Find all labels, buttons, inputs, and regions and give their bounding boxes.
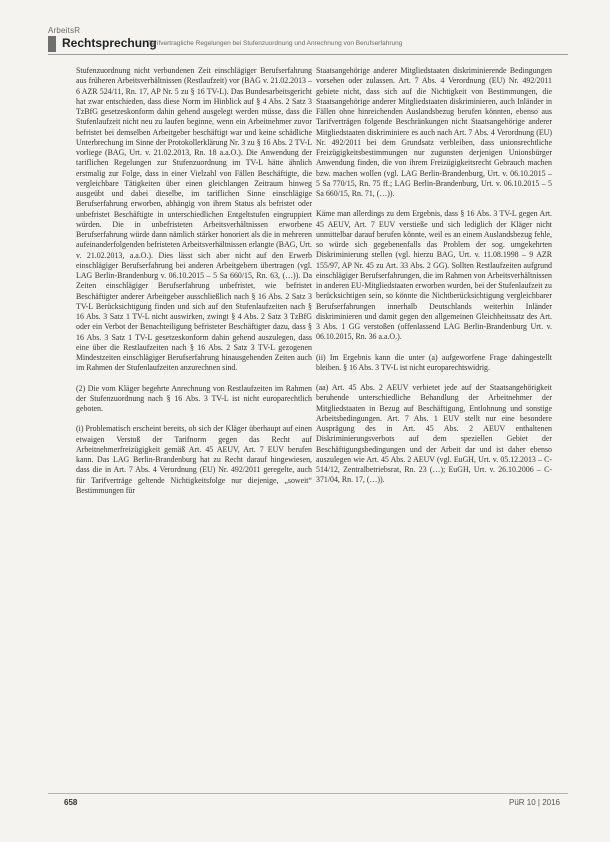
page-subtitle: Tarifvertragliche Regelungen bei Stufenzuordnung und Anrechnung von Berufserfahrung	[148, 40, 403, 47]
paragraph: (2) Die vom Kläger begehrte Anrechnung von Restlaufzeiten im Rahmen der Stufenzuordnung nach § 16 Abs. 3 TV-L ist nicht europarechtlich geboten.	[76, 383, 312, 413]
journal-issue: PüR 10 | 2016	[508, 798, 560, 807]
section-label: ArbeitsR	[48, 26, 81, 35]
header-marker	[48, 36, 56, 52]
paragraph: Käme man allerdings zu dem Ergebnis, dass § 16 Abs. 3 TV-L gegen Art. 45 AEUV, Art. 7 EUV verstieße und sich lediglich der Kläger nicht unmittelbar darauf berufen könnte, weil es an einem Auslandsbezug fehle, so würde sich gegebenenfalls das Problem der sog. umgekehrten Diskriminierung stellen (vgl. hierzu BAG, Urt. v. 11.08.1998 – 9 AZR 155/97, AP Nr. 45 zu Art. 33 Abs. 2 GG). Sollten Restlaufzeiten aufgrund einschlägiger Berufserfahrungen, die im Rahmen von Arbeitsverhältnissen in anderen EU-Mitgliedstaaten erworben wurden, bei der Stufenlaufzeit zu berücksichtigen sein, so könnte die Nichtberücksichtigung vergleichbarer Berufserfahrungen innerhalb Deutschlands weiterhin Inländer diskriminieren und damit gegen den allgemeinen Gleichheitssatz des Art. 3 Abs. 1 GG verstoßen (offenlassend LAG Berlin-Brandenburg Urt. v. 06.10.2015, Rn. 36 a.a.O.).	[316, 209, 552, 342]
header-divider	[48, 54, 568, 55]
text-column-left	[76, 66, 312, 506]
text-column-right	[316, 66, 552, 496]
paragraph: (i) Problematisch erscheint bereits, ob sich der Kläger überhaupt auf einen etwaigen Verstoß der Tarifnorm gegen das Recht auf Arbeitnehmerfreizügigkeit gemäß Art. 45 AEUV, Art. 7 EUV berufen kann. Das LAG Berlin-Brandenburg hat zu Recht darauf hingewiesen, dass die in Art. 7 Abs. 4 Verordnung (EU) Nr. 492/2011 geregelte, auch für Tarifverträge geltende Nichtigkeitsfolge nur diejenige, „soweit“ Bestimmungen für	[76, 424, 312, 495]
paragraph: Staatsangehörige anderer Mitgliedstaaten diskriminierende Bedingungen vorsehen oder zulassen. Art. 7 Abs. 4 Verordnung (EU) Nr. 492/2011 gebiete nicht, dass sich auf die Nichtigkeit von Bestimmungen, die Staatsangehörige anderer Mitgliedstaaten diskriminieren, auch Inländer in Fällen ohne hinreichenden Auslandsbezug berufen könnten, ebenso aus Tarifverträgen folgende Beschränkungen nicht Staatsangehörige anderer Mitgliedstaaten diskriminiere es auch nach Art. 7 Abs. 4 Verordnung (EU) Nr. 492/2011 bei dem Grundsatz verbleiben, dass unionsrechtliche Freizügigkeitsbestimmungen nur zugunsten derjenigen Unionsbürger Anwendung finden, die von ihrem Freizügigkeitsrecht Gebrauch machen bzw. machen wollen (vgl. LAG Berlin-Brandenburg, Urt. v. 06.10.2015 – 5 Sa 770/15, Rn. 75 ff.; LAG Berlin-Brandenburg, Urt. v. 06.10.2015 – 5 Sa 660/15, Rn. 71, (…)).	[316, 66, 552, 198]
paragraph: (ii) Im Ergebnis kann die unter (a) aufgeworfene Frage dahingestellt bleiben. § 16 Abs. 3 TV-L ist nicht europarechtswidrig.	[316, 352, 552, 372]
footer-divider	[48, 793, 568, 794]
page-title: Rechtsprechung	[62, 36, 157, 50]
paragraph: (aa) Art. 45 Abs. 2 AEUV verbietet jede auf der Staatsangehörigkeit beruhende unterschiedliche Behandlung der Arbeitnehmer der Mitgliedstaaten in Bezug auf Beschäftigung, Entlohnung und sonstige Arbeitsbedingungen. Art. 7 Abs. 1 EUV stellt nur eine besondere Ausprägung des in Art. 45 Abs. 2 AEUV enthaltenen Diskriminierungsverbots auf dem speziellen Gebiet der Beschäftigungsbedingungen und der Arbeit dar und ist daher ebenso auszulegen wie Art. 45 Abs. 2 AEUV (vgl. EuGH, Urt. v. 05.12.2013 – C-514/12, Zentralbetriebsrat, Rn. 23 (…); EuGH, Urt. v. 26.10.2006 – C-371/04, Rn. 17, (…)).	[316, 383, 552, 485]
page-number: 658	[64, 798, 78, 807]
paragraph: Stufenzuordnung nicht verbundenen Zeit einschlägiger Berufserfahrung aus früheren Arbeitsverhältnissen (Restlaufzeit) vor (BAG v. 21.02.2013 – 6 AZR 524/11, Rn. 17, AP Nr. 5 zu § 16 TV-L). Das Bundesarbeitsgericht hat zwar entschieden, dass diese Norm im Hinblick auf § 4 Abs. 2 Satz 3 TzBfG gesetzeskonform dahin gehend ausgelegt werden müsse, dass die Stufenlaufzeit nicht neu zu laufen beginne, wenn ein Arbeitnehmer zuvor befristet bei demselben Arbeitgeber beschäftigt war und keine schädliche Unterbrechung im Sinne der Protokollerklärung Nr. 3 zu § 16 Abs. 2 TV-L vorliege (BAG, Urt. v. 21.02.2013, Rn. 18 a.a.O.). Die Anwendung der tariflichen Regelungen zur Stufenzuordnung im TV-L hätte ähnlich erstmalig zur Folge, dass in einer Vielzahl von Fällen Beschäftigte, die vergleichbare Tätigkeiten über einen gleichlangen Zeitraum hinweg ausgeübt und dabei dieselbe, im tariflichen Sinne einschlägige Berufserfahrung erworben, abhängig von ihrem Status als befristet oder unbefristet Beschäftigte in unterschiedlichen Entgeltstufen eingruppiert würden. Die in unbefristeten Arbeitsverhältnissen erworbene Berufserfahrung würde dann nämlich stärker honoriert als die in mehreren aufeinanderfolgenden befristeten Arbeitsverhältnissen erlangte (BAG, Urt. v. 21.02.2013, a.a.O.). Dies lässt sich aber nicht auf den Erwerb einschlägiger Berufserfahrung bei anderen Arbeitgebern übertragen (vgl. LAG Berlin-Brandenburg v. 06.10.2015 – 5 Sa 660/15, Rn. 63, (…)). Da Zeiten einschlägiger Berufserfahrung unbefristet, wie befristet Beschäftigter anderer Arbeitgeber ausschließlich nach § 16 Abs. 2 Satz 3 TV-L Berücksichtigung finden und sich auf den Stufenlaufzeiten nach § 16 Abs. 3 Satz 1 TV-L nicht auswirken, zwingt § 4 Abs. 2 Satz 3 TzBfG oder ein Verbot der Benachteiligung befristeter Beschäftigter dazu, dass § 16 Abs. 3 Satz 1 TV-L gesetzeskonform dahin gehend auszulegen, dass eine über die Restlaufzeiten nach § 16 Abs. 2 Satz 3 TV-L gezogenen Mindestzeiten einschlägiger Berufserfahrung hinausgehenden Zeiten auch im Rahmen der Stufenlaufzeiten anzurechnen sind.	[76, 66, 312, 373]
